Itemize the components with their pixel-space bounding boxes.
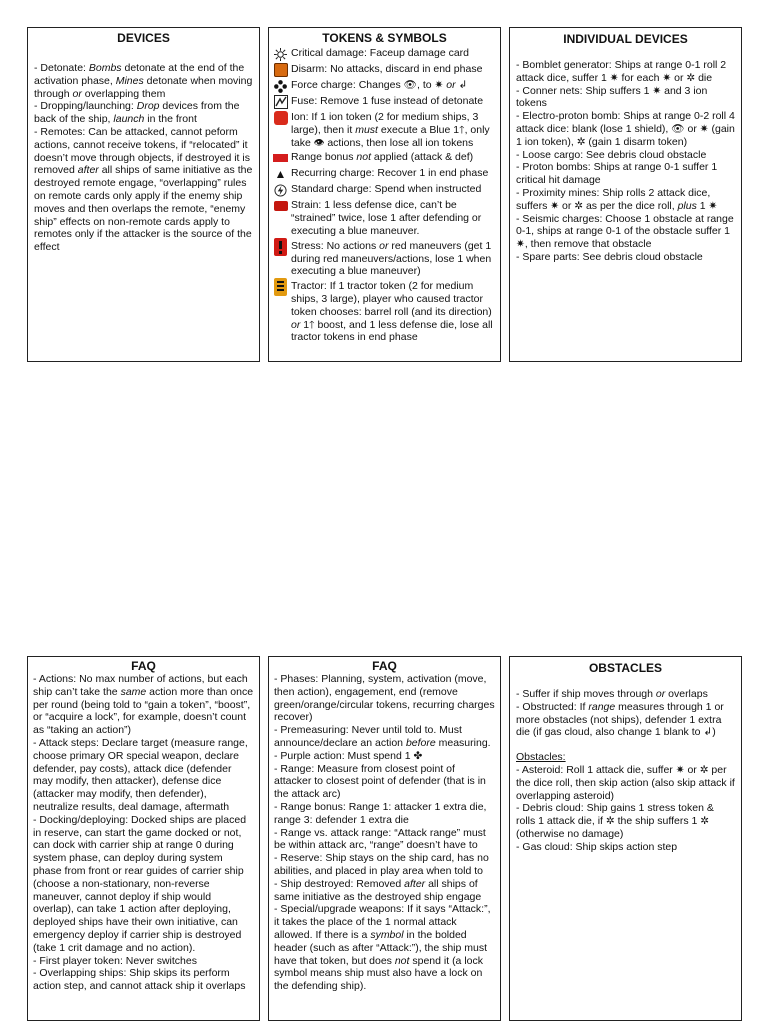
tokens-card <box>268 27 501 362</box>
dropping-rule: - Dropping/launching: Drop devices from the back of the ship, launch in the front <box>34 100 240 126</box>
crit-icon: ✲ <box>700 815 710 828</box>
conner-nets-rule: - Conner nets: Ship suffers 1 ✷ and 3 ion tokens <box>516 84 708 110</box>
docking-rule: - Docking/deploying: Docked ships are placed in reserve, can start the game docked or not, can dock with carrier ship at range 0 during system phase, can deploy during system phase from front or rear guides of carrier ship (choose a non-stationary, non-reverse maneuver, cannot deploy if ship would overlap), can take 1 action after deploying, deployed ships have their own initiative, can emergency deploy if carrier ship is destroyed (take 1 crit damage and no action). <box>33 813 247 954</box>
faq-title: FAQ <box>131 659 156 673</box>
token-ion: Ion: If 1 ion token (2 for medium ships, 3 large), then it must execute a Blue 1🡑, only take 👁 actions, then lose all ion tokens <box>273 111 496 149</box>
disarm-token-icon <box>273 63 288 77</box>
standard-charge-icon <box>273 183 288 197</box>
first-player-rule: - First player token: Never switches <box>33 954 197 967</box>
token-stress: Stress: No actions or red maneuvers (get 1 during red maneuvers/actions, lose 1 when executing a blue maneuver) <box>273 240 496 278</box>
ship-destroyed-rule: - Ship destroyed: Removed after all ships of same initiative as the destroyed ship engage <box>274 877 482 903</box>
actions-rule: - Actions: No max number of actions, but each ship can’t take the same action more than once per round (being told to “gain a token”, “boost”, or “acquire a lock”, for example, doesn’t count as “taking an action”) <box>33 673 254 737</box>
crit-icon: ✲ <box>574 199 584 212</box>
obstructed-rule: - Obstructed: If range measures through 1 or more obstacles (not ships), defender 1 extra die (if gas cloud, also change 1 blank to ↲) <box>516 700 724 739</box>
faq-card-1 <box>27 656 260 1021</box>
token-critical: Critical damage: Faceup damage card <box>273 47 496 61</box>
remotes-rule: - Remotes: Can be attacked, cannot peform actions, cannot receive tokens, if “relocated” it doesn’t move through objects, if destroyed it is removed after all ships of same initiative as the destroyed remote engage, “overlapping” rules on remote cards only apply if the enemy ship moves and then overlaps the remote, “enemy ship” effects on non-remote cards apply to remotes only if the attacker is the source of the effect <box>34 125 253 254</box>
proton-bombs-rule: - Proton bombs: Ships at range 0-1 suffer 1 critical hit damage <box>516 161 718 187</box>
token-standard: Standard charge: Spend when instructed <box>273 183 496 197</box>
hit-icon: ✷ <box>434 79 444 91</box>
bomblet-rule: - Bomblet generator: Ships at range 0-1 roll 2 attack dice, suffer 1 ✷ for each ✷ or ✲ die <box>516 59 727 84</box>
token-recurring: ▲ Recurring charge: Recover 1 in end phase <box>274 167 489 182</box>
token-range-bonus: Range bonus not applied (attack & def) <box>273 151 496 165</box>
tokens-title: TOKENS & SYMBOLS <box>322 31 447 45</box>
fuse-icon <box>273 95 288 109</box>
overlapping-rule: - Overlapping ships: Ship skips its perform action step, and cannot attack ship it overlaps <box>33 967 246 993</box>
hit-icon: ✷ <box>675 763 685 776</box>
focus-eye-icon: 👁 <box>671 122 685 135</box>
suffer-rule: - Suffer if ship moves through or overlaps <box>516 688 708 700</box>
devices-card <box>27 27 260 362</box>
force-charge-icon <box>273 79 288 93</box>
crit-icon: ✲ <box>576 135 586 148</box>
individual-devices-card <box>509 27 742 362</box>
loose-cargo-rule: - Loose cargo: See debris cloud obstacle <box>516 148 707 161</box>
devices-body <box>34 62 253 254</box>
token-strain: Strain: 1 less defense dice, can’t be “strained” twice, lose 1 after defending or executing a blue maneuver. <box>273 199 496 237</box>
individual-devices-title: INDIVIDUAL DEVICES <box>563 32 688 46</box>
ion-token-icon <box>273 111 288 125</box>
obstacles-title: OBSTACLES <box>588 661 663 675</box>
purple-action-rule: - Purple action: Must spend 1 ✤ <box>274 749 423 762</box>
asteroid-rule: - Asteroid: Roll 1 attack die, suffer ✷ or ✲ per the dice roll, then skip action (also skip attack if overlapping asteroid) <box>516 763 735 802</box>
token-force: Force charge: Changes 👁, to ✷ or ↲ <box>273 79 496 93</box>
gas-cloud-rule: - Gas cloud: Ship skips action step <box>516 840 678 853</box>
devices-title: DEVICES <box>117 31 170 45</box>
range-bonus-rule: - Range bonus: Range 1: attacker 1 extra die, range 3: defender 1 extra die <box>274 800 487 826</box>
crit-icon: ✲ <box>686 71 696 84</box>
token-disarm: Disarm: No attacks, discard in end phase <box>273 63 496 77</box>
focus-eye-icon: 👁 <box>313 136 325 149</box>
faq-card-2 <box>268 656 501 1021</box>
hit-icon: ✷ <box>516 238 525 251</box>
obstacles-subheading: Obstacles: <box>516 751 566 764</box>
strain-token-icon <box>273 199 288 213</box>
range-rule: - Range: Measure from closest point of attacker to closest point of defender (that is in the attack arc) <box>274 762 486 801</box>
hit-icon: ✷ <box>609 71 619 84</box>
electro-proton-rule: - Electro-proton bomb: Ships at range 0-2 roll 4 attack dice: blank (lose 1 shield), 👁 or ✷ (gain 1 ion token), ✲ (gain 1 disarm token) <box>516 110 735 148</box>
straight-arrow-icon: 🡑 <box>309 318 315 331</box>
faq-title: FAQ <box>372 659 397 673</box>
seismic-charges-rule: - Seismic charges: Choose 1 obstacle at range 0-1, ships at range 0-1 of the obstacle suffer 1 ✷, then remove that obstacle <box>516 212 734 251</box>
evade-icon: ↲ <box>458 79 468 91</box>
reserve-rule: - Reserve: Ship stays on the ship card, has no abilities, and placed in play area when told to <box>274 852 489 877</box>
focus-eye-icon: 👁 <box>403 79 417 91</box>
range-vs-attack-rule: - Range vs. attack range: “Attack range” must be within attack arc, “range” doesn’t have to <box>274 826 486 852</box>
hit-icon: ✷ <box>550 199 560 212</box>
range-bonus-icon <box>273 151 288 165</box>
hit-icon: ✷ <box>662 71 672 84</box>
crit-icon: ✲ <box>605 815 615 828</box>
crit-icon: ✲ <box>699 763 709 776</box>
debris-cloud-rule: - Debris cloud: Ship gains 1 stress token & rolls 1 attack die, if ✲ the ship suffers 1 ✲ (otherwise no damage) <box>516 802 714 840</box>
proximity-mines-rule: - Proximity mines: Ship rolls 2 attack dice, suffers ✷ or ✲ as per the dice roll, plus 1 ✷ <box>516 186 718 212</box>
straight-arrow-icon: 🡑 <box>459 123 465 136</box>
hit-icon: ✷ <box>699 122 709 135</box>
detonate-rule: - Detonate: Bombs detonate at the end of the activation phase, Mines detonate when moving through or overlapping them <box>34 62 253 100</box>
force-charge-icon: ✤ <box>413 749 423 762</box>
recurring-charge-icon: ▲ <box>274 167 287 182</box>
obstacles-card <box>509 656 742 1021</box>
token-tractor: Tractor: If 1 tractor token (2 for medium ships, 3 large), player who caused tractor token chooses: barrel roll (and its direction) or 1🡑 boost, and 1 less defense die, lose all tractor tokens in end phase <box>273 280 496 344</box>
evade-icon: ↲ <box>703 726 713 739</box>
hit-icon: ✷ <box>652 84 662 97</box>
tractor-token-icon <box>273 280 288 294</box>
phases-rule: - Phases: Planning, system, activation (move, then action), engagement, end (remove green/orange/circular tokens, recurring charges recover) <box>274 673 495 724</box>
attack-steps-rule: - Attack steps: Declare target (measure range, choose primary OR special weapon, declare defender, pay costs), attack dice (defender may modify, then attacker), defense dice (attacker may modify, then defender), neutralize results, deal damage, aftermath <box>33 736 248 813</box>
spare-parts-rule: - Spare parts: See debris cloud obstacle <box>516 250 703 263</box>
critical-damage-icon <box>273 47 288 61</box>
special-weapons-rule: - Special/upgrade weapons: If it says “Attack:”, it takes the place of the 1 normal attack allowed. If there is a symbol in the bolded header (such as after “Attack:”), the ship must have that token, but does not spend it (a lock symbol means ship must also have a lock on the defending ship). <box>274 903 491 993</box>
stress-token-icon <box>273 240 288 254</box>
hit-icon: ✷ <box>708 199 718 212</box>
premeasuring-rule: - Premeasuring: Never until told to. Must announce/declare an action before measuring. <box>274 724 491 749</box>
token-fuse: Fuse: Remove 1 fuse instead of detonate <box>273 95 496 109</box>
